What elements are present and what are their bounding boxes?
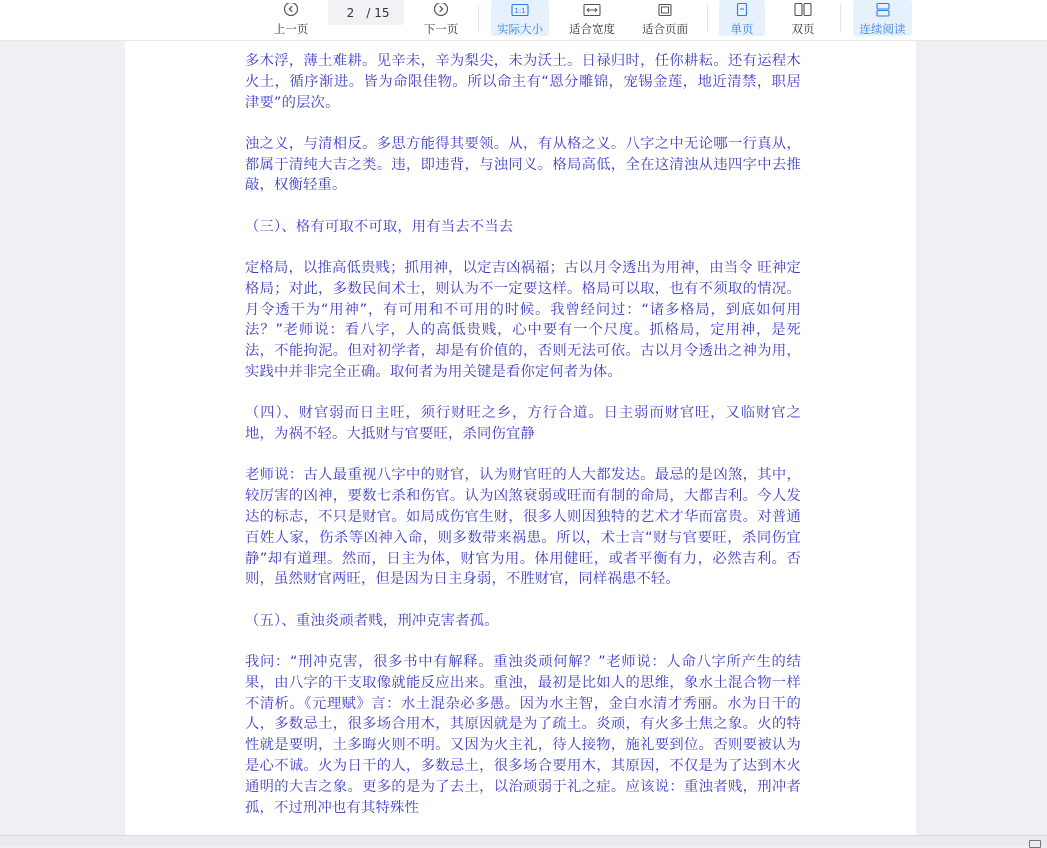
fit-page-label: 适合页面 — [642, 22, 688, 36]
toolbar-divider — [478, 4, 479, 32]
single-page-icon — [735, 3, 749, 20]
chevron-left-circle-icon — [283, 3, 299, 20]
fit-width-button[interactable] — [563, 0, 621, 36]
fit-width-label: 适合宽度 — [569, 22, 615, 36]
double-page-label: 双页 — [791, 22, 815, 36]
fit-width-icon — [583, 4, 601, 20]
toolbar-divider — [707, 4, 708, 32]
svg-text:1:1: 1:1 — [514, 7, 526, 15]
section-heading: （四）、财官弱而日主旺，须行财旺之乡，方行合道。日主弱而财官旺，又临财官之地，为祸不轻。大抵财与官要旺，杀同伤宜静 — [245, 405, 801, 443]
next-page-label: 下一页 — [423, 22, 459, 36]
document-viewport[interactable] — [0, 41, 1047, 835]
toolbar-divider — [840, 4, 841, 32]
section-heading: （三）、格有可取不可取，用有当去不当去 — [245, 218, 514, 235]
prev-page-button[interactable] — [272, 0, 310, 36]
continuous-reading-button[interactable] — [853, 0, 912, 36]
paragraph: 多木浮，薄土难耕。见辛未，辛为梨尖，未为沃土。日禄归时，任你耕耘。还有运程木火土，循序渐进。皆为命限佳物。所以命主有“恩分雕锦，宠锡金莲，地近清禁，职居津要”的层次。 — [245, 53, 801, 111]
paragraph: 老师说：古人最重视八字中的财官，认为财官旺的人大都发达。最忌的是凶煞，其中，较厉害的凶神，要数七杀和伤官。认为凶煞衰弱或旺而有制的命局，大都吉利。今人发达的标志，不只是财官。如局成伤官生财，很多人则因独特的艺术才华而富贵。对普通百姓人家，伤杀等凶神入命，则多数带来祸患。所以，术士言“财与官要旺，杀同伤宜静”却有道理。然而，日主为体，财官为用。体用健旺，或者平衡有力，必然吉利。否则，虽然财官两旺，但是因为日主身弱，不胜财官，同样祸患不轻。 — [245, 467, 801, 588]
page-content — [245, 51, 801, 835]
actual-size-button[interactable] — [491, 0, 549, 36]
actual-size-label: 实际大小 — [497, 22, 543, 36]
double-page-icon — [794, 3, 812, 20]
double-page-button[interactable] — [780, 0, 826, 36]
window-icon[interactable] — [1029, 840, 1041, 848]
status-bar — [0, 835, 1047, 846]
actual-size-icon — [511, 4, 529, 20]
fit-page-icon — [656, 4, 674, 20]
paragraph: 我问：“刑冲克害，很多书中有解释。重浊炎顽何解？”老师说：人命八字所产生的结果，由八字的干支取像就能反应出来。重浊，最初是比如人的思维，象水土混合物一样不清析。《元理赋》言：水土混杂必多愚。因为水主智，金白水清才秀丽。水为日干的人，多数忌土，很多场合用木，其原因就是为了疏土。炎顽，有火多土焦之象。火的特性就是要明，土多晦火则不明。又因为火主礼，待人接物，施礼要到位。否则要被认为是心不诚。火为日干的人，多数忌土，很多场合要用木，其原因，不仅是为了达到木火通明的大吉之象。更多的是为了去土，以治顽弱于礼之症。应该说：重浊者贱，刑冲者孤，不过刑冲也有其特殊性 — [245, 654, 801, 816]
prev-page-label: 上一页 — [273, 22, 309, 36]
paragraph: 定格局，以推高低贵贱；抓用神，以定吉凶祸福；古以月令透出为用神，由当令 旺神定格局；对此，多数民间术士，则认为不一定要这样。格局可以取，也有不须取的情况。月令透干为“用神”，有可用和不可用的时候。我曾经问过：“诸多格局，到底如何用法？”老师说：看八字，人的高低贵贱，心中要有一个尺度。抓格局，定用神，是死法，不能拘泥。但对初学者，却是有价值的，否则无法可依。古以月令透出之神为用，实践中并非完全正确。取何者为用关键是看你定何者为体。 — [245, 260, 801, 381]
paragraph: 浊之义，与清相反。多思方能得其要领。从，有从格之义。八字之中无论哪一行真从，都属于清纯大吉之类。违，即违背，与浊同义。格局高低，全在这清浊从违四字中去推敲，权衡轻重。 — [245, 135, 801, 194]
single-page-label: 单页 — [730, 22, 754, 36]
section-heading: （五）、重浊炎顽者贱，刑冲克害者孤。 — [245, 612, 499, 629]
fit-page-button[interactable] — [636, 0, 694, 36]
next-page-button[interactable] — [422, 0, 460, 36]
document-page — [125, 41, 916, 835]
page-current-input[interactable]: 2 — [346, 5, 355, 20]
single-page-button[interactable] — [719, 0, 765, 36]
toolbar — [0, 0, 1047, 41]
continuous-reading-icon — [875, 3, 891, 20]
continuous-reading-label: 连续阅读 — [859, 22, 906, 36]
page-number-box[interactable] — [328, 0, 404, 25]
chevron-right-circle-icon — [433, 3, 449, 20]
page-total: / 15 — [366, 5, 390, 20]
